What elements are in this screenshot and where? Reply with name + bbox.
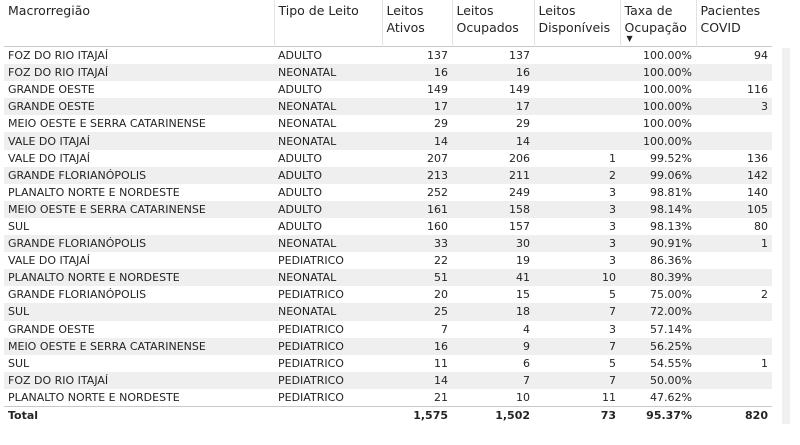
total-taxa-de-ocupacao: 95.37% — [620, 406, 696, 425]
cell-macrorregiao: GRANDE OESTE — [4, 98, 274, 115]
cell-taxa-de-ocupacao: 100.00% — [643, 49, 692, 63]
cell-pacientes-covid — [696, 269, 772, 286]
cell-leitos-ocupados: 14 — [452, 132, 534, 149]
cell-macrorregiao: GRANDE OESTE — [8, 83, 95, 97]
cell-tipo-de-leito: NEONATAL — [274, 132, 382, 149]
table-row[interactable] — [4, 286, 772, 303]
cell-tipo-de-leito: PEDIATRICO — [274, 338, 382, 355]
cell-leitos-ativos: 161 — [382, 201, 452, 218]
cell-leitos-disponiveis: 7 — [534, 338, 620, 355]
cell-leitos-ocupados: 157 — [509, 219, 530, 233]
cell-leitos-ativos: 14 — [382, 132, 452, 149]
cell-leitos-ativos: 252 — [427, 185, 448, 199]
cell-leitos-ocupados: 41 — [452, 269, 534, 286]
total-label: Total — [4, 406, 274, 425]
cell-leitos-disponiveis — [534, 115, 620, 132]
cell-macrorregiao: MEIO OESTE E SERRA CATARINENSE — [4, 201, 274, 218]
cell-pacientes-covid — [696, 132, 772, 149]
header-label: Ocupados — [456, 20, 519, 35]
cell-tipo-de-leito: ADULTO — [278, 83, 323, 97]
cell-pacientes-covid: 116 — [747, 83, 768, 97]
cell-leitos-ativos: 22 — [434, 254, 448, 268]
cell-leitos-ativos: 16 — [382, 338, 452, 355]
cell-macrorregiao: SUL — [8, 219, 30, 233]
table-row[interactable] — [4, 150, 772, 167]
cell-leitos-ocupados: 211 — [452, 167, 534, 184]
table-row[interactable] — [4, 184, 772, 201]
cell-pacientes-covid: 1 — [761, 356, 768, 370]
cell-leitos-ocupados: 149 — [509, 83, 530, 97]
cell-tipo-de-leito: ADULTO — [278, 185, 323, 199]
cell-tipo-de-leito: ADULTO — [274, 167, 382, 184]
table-row[interactable] — [4, 252, 772, 269]
header-tipo-de-leito[interactable] — [274, 0, 382, 47]
cell-taxa-de-ocupacao: 98.81% — [650, 185, 692, 199]
cell-leitos-ativos: 33 — [382, 235, 452, 252]
cell-pacientes-covid: 2 — [761, 288, 768, 302]
table-row[interactable] — [4, 218, 772, 235]
cell-taxa-de-ocupacao: 80.39% — [620, 269, 696, 286]
cell-leitos-ocupados: 19 — [516, 254, 530, 268]
cell-leitos-ocupados: 29 — [516, 117, 530, 131]
cell-pacientes-covid — [696, 389, 772, 407]
cell-leitos-ativos: 149 — [427, 83, 448, 97]
cell-leitos-disponiveis: 5 — [609, 288, 616, 302]
cell-pacientes-covid: 3 — [696, 98, 772, 115]
cell-pacientes-covid — [696, 338, 772, 355]
cell-taxa-de-ocupacao: 98.13% — [650, 219, 692, 233]
cell-leitos-ativos: 21 — [434, 390, 448, 404]
cell-pacientes-covid: 80 — [754, 219, 768, 233]
header-label: Leitos — [538, 3, 576, 18]
cell-tipo-de-leito: NEONATAL — [274, 235, 382, 252]
cell-taxa-de-ocupacao: 98.14% — [620, 201, 696, 218]
cell-leitos-ocupados: 158 — [452, 201, 534, 218]
cell-leitos-disponiveis: 7 — [534, 303, 620, 320]
table-row[interactable] — [4, 98, 772, 115]
cell-leitos-ativos: 11 — [434, 356, 448, 370]
cell-tipo-de-leito: PEDIATRICO — [274, 372, 382, 389]
header-leitos-ativos[interactable] — [382, 0, 452, 47]
cell-pacientes-covid: 94 — [754, 49, 768, 63]
cell-macrorregiao: PLANALTO NORTE E NORDESTE — [8, 185, 180, 199]
cell-leitos-ativos: 29 — [434, 117, 448, 131]
cell-leitos-ocupados: 137 — [509, 49, 530, 63]
cell-taxa-de-ocupacao: 47.62% — [650, 390, 692, 404]
cell-leitos-ativos: 25 — [382, 303, 452, 320]
cell-leitos-disponiveis — [534, 98, 620, 115]
cell-macrorregiao: FOZ DO RIO ITAJAÍ — [4, 372, 274, 389]
cell-pacientes-covid: 1 — [696, 235, 772, 252]
cell-leitos-ativos: 14 — [382, 372, 452, 389]
header-leitos-disponiveis[interactable] — [534, 0, 620, 47]
cell-pacientes-covid — [696, 252, 772, 269]
cell-tipo-de-leito: PEDIATRICO — [278, 288, 344, 302]
cell-taxa-de-ocupacao: 100.00% — [620, 98, 696, 115]
cell-taxa-de-ocupacao: 99.52% — [650, 151, 692, 165]
cell-leitos-ocupados: 10 — [516, 390, 530, 404]
cell-pacientes-covid — [696, 64, 772, 81]
cell-tipo-de-leito: PEDIATRICO — [278, 254, 344, 268]
cell-taxa-de-ocupacao: 100.00% — [620, 64, 696, 81]
cell-pacientes-covid — [696, 321, 772, 338]
cell-macrorregiao: PLANALTO NORTE E NORDESTE — [4, 269, 274, 286]
cell-pacientes-covid: 105 — [696, 201, 772, 218]
table-row[interactable] — [4, 355, 772, 372]
cell-leitos-ocupados: 206 — [509, 151, 530, 165]
cell-leitos-disponiveis — [534, 47, 620, 65]
header-pacientes-covid[interactable] — [696, 0, 772, 47]
cell-taxa-de-ocupacao: 54.55% — [650, 356, 692, 370]
table-row[interactable] — [4, 389, 772, 407]
cell-leitos-disponiveis — [534, 81, 620, 98]
header-label: Ativos — [386, 20, 425, 35]
cell-taxa-de-ocupacao: 100.00% — [643, 83, 692, 97]
table-body — [4, 47, 772, 407]
header-taxa-de-ocupacao[interactable] — [620, 0, 696, 47]
header-label: Disponíveis — [538, 20, 611, 35]
cell-tipo-de-leito: NEONATAL — [278, 117, 337, 131]
total-leitos-disponiveis: 73 — [534, 406, 620, 425]
table-row[interactable] — [4, 47, 772, 65]
cell-leitos-ocupados: 17 — [452, 98, 534, 115]
cell-taxa-de-ocupacao: 100.00% — [620, 132, 696, 149]
total-leitos-ativos: 1,575 — [382, 406, 452, 425]
header-label: COVID — [700, 20, 741, 35]
cell-leitos-disponiveis: 3 — [534, 201, 620, 218]
table-row[interactable] — [4, 81, 772, 98]
total-tipo — [274, 406, 382, 425]
table-row[interactable] — [4, 235, 772, 252]
cell-pacientes-covid — [696, 303, 772, 320]
cell-leitos-disponiveis: 3 — [609, 185, 616, 199]
header-label: Macrorregião — [8, 3, 91, 18]
cell-leitos-disponiveis: 10 — [534, 269, 620, 286]
header-row — [4, 0, 772, 47]
cell-leitos-ocupados: 4 — [523, 322, 530, 336]
cell-leitos-ativos: 16 — [382, 64, 452, 81]
cell-macrorregiao: MEIO OESTE E SERRA CATARINENSE — [4, 338, 274, 355]
cell-taxa-de-ocupacao: 86.36% — [650, 254, 692, 268]
cell-leitos-disponiveis: 7 — [534, 372, 620, 389]
cell-pacientes-covid: 136 — [747, 151, 768, 165]
table-row[interactable] — [4, 201, 772, 218]
header-macrorregiao[interactable] — [4, 0, 274, 47]
cell-taxa-de-ocupacao: 100.00% — [643, 117, 692, 131]
cell-macrorregiao: SUL — [4, 303, 274, 320]
cell-leitos-ocupados: 6 — [523, 356, 530, 370]
cell-tipo-de-leito: ADULTO — [278, 151, 323, 165]
cell-leitos-disponiveis: 3 — [609, 219, 616, 233]
cell-pacientes-covid: 140 — [747, 185, 768, 199]
header-label: Ocupação — [624, 20, 687, 35]
cell-taxa-de-ocupacao: 72.00% — [620, 303, 696, 320]
cell-pacientes-covid: 142 — [696, 167, 772, 184]
cell-macrorregiao: GRANDE FLORIANÓPOLIS — [4, 167, 274, 184]
cell-tipo-de-leito: NEONATAL — [274, 98, 382, 115]
cell-tipo-de-leito: NEONATAL — [274, 303, 382, 320]
cell-macrorregiao: VALE DO ITAJAÍ — [4, 132, 274, 149]
cell-leitos-ativos: 137 — [427, 49, 448, 63]
cell-macrorregiao: FOZ DO RIO ITAJAÍ — [4, 64, 274, 81]
cell-taxa-de-ocupacao: 99.06% — [620, 167, 696, 184]
leitos-table — [4, 0, 772, 425]
header-label: Pacientes — [700, 3, 761, 18]
total-pacientes-covid: 820 — [696, 406, 772, 425]
cell-leitos-ativos: 51 — [382, 269, 452, 286]
cell-macrorregiao: SUL — [8, 356, 30, 370]
header-leitos-ocupados[interactable] — [452, 0, 534, 47]
table-row[interactable] — [4, 338, 772, 355]
table-row[interactable] — [4, 321, 772, 338]
cell-macrorregiao: PLANALTO NORTE E NORDESTE — [8, 390, 180, 404]
table-row[interactable] — [4, 132, 772, 149]
cell-macrorregiao: VALE DO ITAJAÍ — [8, 254, 91, 268]
header-label: Taxa de — [624, 3, 673, 18]
cell-leitos-ativos: 213 — [382, 167, 452, 184]
vertical-scrollbar[interactable] — [782, 48, 790, 424]
cell-leitos-ocupados: 18 — [452, 303, 534, 320]
header-label: Leitos — [456, 3, 494, 18]
table-row[interactable] — [4, 64, 772, 81]
cell-tipo-de-leito: NEONATAL — [274, 269, 382, 286]
cell-macrorregiao: GRANDE FLORIANÓPOLIS — [4, 235, 274, 252]
cell-macrorregiao: FOZ DO RIO ITAJAÍ — [8, 49, 109, 63]
cell-leitos-disponiveis — [534, 132, 620, 149]
table-row[interactable] — [4, 167, 772, 184]
cell-pacientes-covid — [696, 372, 772, 389]
cell-tipo-de-leito: ADULTO — [274, 201, 382, 218]
cell-tipo-de-leito: PEDIATRICO — [278, 390, 344, 404]
cell-taxa-de-ocupacao: 50.00% — [620, 372, 696, 389]
cell-leitos-disponiveis: 11 — [602, 390, 616, 404]
header-label: Leitos — [386, 3, 424, 18]
cell-leitos-disponiveis: 1 — [609, 151, 616, 165]
cell-leitos-ativos: 207 — [427, 151, 448, 165]
cell-pacientes-covid — [696, 115, 772, 132]
table-row[interactable] — [4, 115, 772, 132]
cell-leitos-ocupados: 16 — [452, 64, 534, 81]
cell-taxa-de-ocupacao: 90.91% — [620, 235, 696, 252]
cell-macrorregiao: VALE DO ITAJAÍ — [8, 151, 91, 165]
cell-leitos-disponiveis: 3 — [609, 322, 616, 336]
cell-taxa-de-ocupacao: 75.00% — [650, 288, 692, 302]
cell-leitos-ativos: 7 — [441, 322, 448, 336]
cell-tipo-de-leito: ADULTO — [278, 219, 323, 233]
header-label: Tipo de Leito — [278, 3, 359, 18]
total-row — [4, 406, 772, 425]
cell-tipo-de-leito: NEONATAL — [274, 64, 382, 81]
cell-leitos-ocupados: 7 — [452, 372, 534, 389]
table-row[interactable] — [4, 269, 772, 286]
cell-leitos-ocupados: 249 — [509, 185, 530, 199]
cell-macrorregiao: GRANDE FLORIANÓPOLIS — [8, 288, 147, 302]
cell-taxa-de-ocupacao: 56.25% — [620, 338, 696, 355]
cell-leitos-ativos: 17 — [382, 98, 452, 115]
cell-leitos-ocupados: 30 — [452, 235, 534, 252]
sort-descending-icon[interactable]: ▼ — [626, 34, 633, 43]
cell-leitos-ativos: 160 — [427, 219, 448, 233]
cell-taxa-de-ocupacao: 57.14% — [650, 322, 692, 336]
cell-macrorregiao: MEIO OESTE E SERRA CATARINENSE — [8, 117, 206, 131]
cell-leitos-disponiveis — [534, 64, 620, 81]
table-row[interactable] — [4, 303, 772, 320]
cell-leitos-ativos: 20 — [434, 288, 448, 302]
cell-tipo-de-leito: PEDIATRICO — [278, 356, 344, 370]
cell-leitos-disponiveis: 3 — [534, 235, 620, 252]
cell-leitos-disponiveis: 3 — [609, 254, 616, 268]
cell-leitos-ocupados: 15 — [516, 288, 530, 302]
cell-leitos-disponiveis: 5 — [609, 356, 616, 370]
cell-macrorregiao: GRANDE OESTE — [8, 322, 95, 336]
total-leitos-ocupados: 1,502 — [452, 406, 534, 425]
cell-leitos-ocupados: 9 — [452, 338, 534, 355]
table-row[interactable] — [4, 372, 772, 389]
cell-leitos-disponiveis: 2 — [534, 167, 620, 184]
cell-tipo-de-leito: ADULTO — [278, 49, 323, 63]
cell-tipo-de-leito: PEDIATRICO — [278, 322, 344, 336]
